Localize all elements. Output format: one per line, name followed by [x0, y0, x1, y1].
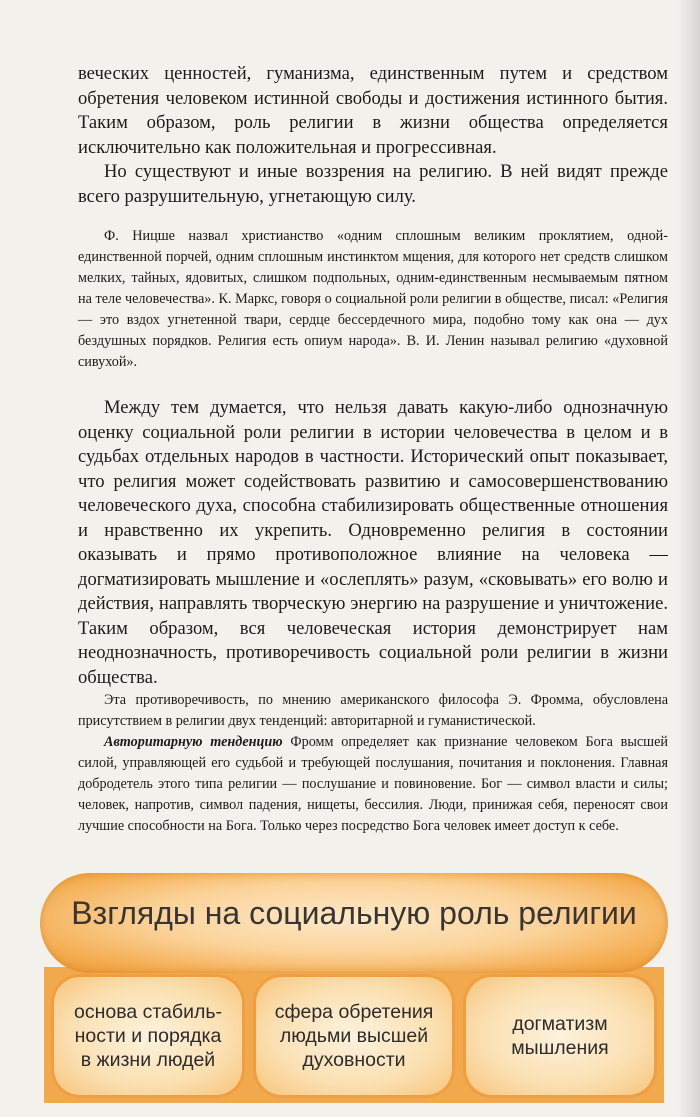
- diagram-title: Взгляды на социальную роль религии: [71, 895, 637, 931]
- diagram-box-spirituality-label: сфера обретения людьми высшей духовности: [274, 1001, 434, 1071]
- middle-paragraph-block: [78, 396, 668, 690]
- fromm-paragraph: [78, 732, 668, 837]
- fromm-intro: Эта противоречивость, по мнению американского философа Э. Фромма, обусловлена присутствием в религии двух тенденций: авторитарной и гуманистической.: [78, 692, 668, 729]
- views-diagram: [40, 873, 668, 1105]
- diagram-box-dogmatism: [466, 977, 654, 1095]
- quote-block: [78, 226, 668, 373]
- fromm-definition: Фромм определяет как признание человеком Бога высшей силой, управляющей его судьбой и требующей послушания, почитания и поклонения. Главная добродетель этого типа религии — послушание и повиновение. Бог — символ власти и силы; человек, напротив, символ падения, нищеты, бессилия. Люди, принижая себя, переносят свои лучшие способности на Бога. Только через посредство Бога человек имеет доступ к себе.: [78, 734, 668, 834]
- paragraph-other-views: Но существуют и иные воззрения на религию. В ней видят прежде всего разрушительную, угнетающую силу.: [78, 161, 668, 207]
- page-gutter-shadow: [678, 0, 700, 1117]
- top-paragraphs: [78, 62, 668, 209]
- diagram-box-dogmatism-label: догматизм мышления: [511, 1013, 609, 1059]
- quote-text: Ф. Ницше назвал христианство «одним сплошным великим проклятием, одной-единственной порчей, одним сплошным инстинктом мщения, для которого нет средств слишком мелких, тайных, ядовитых, слишком подпольных, одним-единственным несмываемым пятном на теле человечества». К. Маркс, говоря о социальной роли религии в обществе, писал: «Религия — это вздох угнетенной твари, сердце бессердечного мира, подобно тому как она — дух бездушных порядков. Религия есть опиум народа». В. И. Ленин называл религию «духовной сивухой».: [78, 228, 668, 370]
- fromm-block: [78, 690, 668, 837]
- diagram-box-stability-label: основа стабиль- ности и порядка в жизни людей: [73, 1001, 222, 1071]
- authoritarian-term: Авторитарную тенденцию: [104, 734, 283, 750]
- diagram-box-stability: [54, 977, 242, 1095]
- diagram-title-bar: [40, 873, 668, 973]
- diagram-box-spirituality: [256, 977, 452, 1095]
- paragraph-ambiguity: Между тем думается, что нельзя давать какую-либо однозначную оценку социальной роли религии в истории человечества в целом и в судьбах отдельных народов в частности. Исторический опыт показывает, что религия может содействовать развитию и самосовершенствованию человеческого духа, способна стабилизировать общественные отношения и нравственно их укрепить. Одновременно религия в состоянии оказывать и прямо противоположное влияние на человека — догматизировать мышление и «ослеплять» разум, «сковывать» его волю и действия, направлять творческую энергию на разрушение и уничтожение. Таким образом, вся человеческая история демонстрирует нам неоднозначность, противоречивость социальной роли религии в жизни общества.: [78, 397, 668, 688]
- paragraph-continued: веческих ценностей, гуманизма, единственным путем и средством обретения человеком истинной свободы и достижения истинного бытия. Таким образом, роль религии в жизни общества определяется исключительно как положительная и прогрессивная.: [78, 63, 668, 158]
